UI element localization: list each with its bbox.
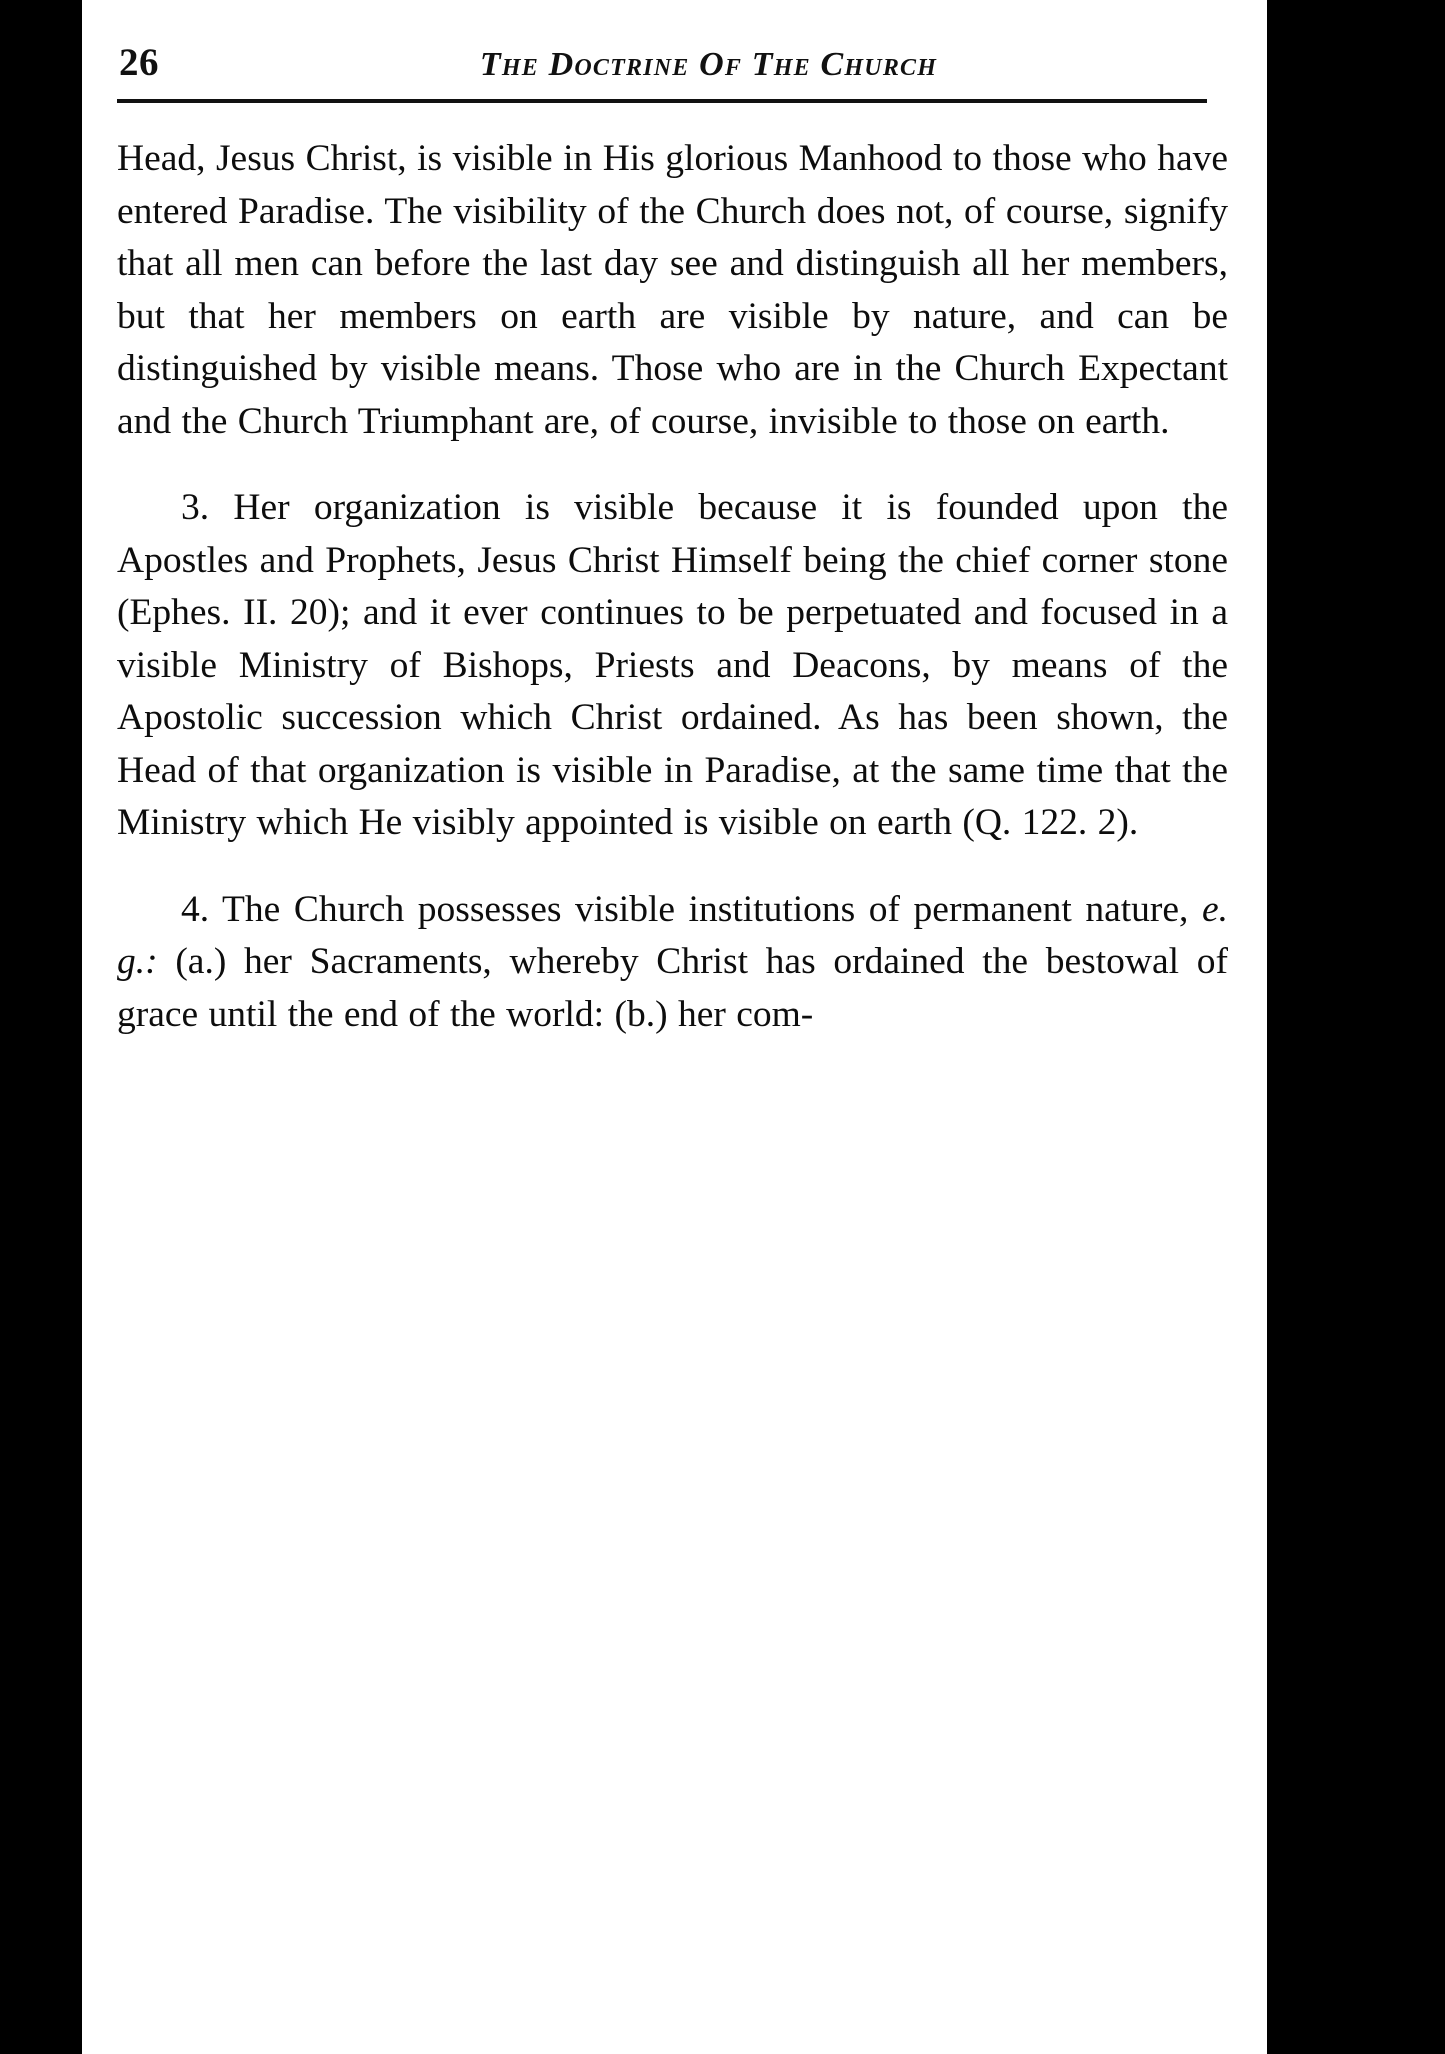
- paragraph-item-4: [117, 884, 1228, 1042]
- page-header: [115, 40, 1234, 85]
- paragraph-item-4-text-after: (a.) her Sacraments, whereby Christ has ordained the bestowal of grace until the end of the world: (b.) her com-: [117, 941, 1228, 1035]
- page-content: [115, 40, 1234, 1041]
- header-rule: [117, 99, 1207, 103]
- running-head: The Doctrine Of The Church: [479, 46, 938, 83]
- paragraph-item-3: 3. Her organization is visible because it is founded upon the Apostles and Prophets, Jesus Christ Himself being the chief corner stone (Ephes. II. 20); and it ever continues to be perpetuated and focused in a visible Ministry of Bishops, Priests and Deacons, by means of the Apostolic succession which Christ ordained. As has been shown, the Head of that organization is visible in Paradise, at the same time that the Ministry which He visibly appointed is visible on earth (Q. 122. 2).: [117, 487, 1228, 843]
- paragraph-item-4-italic: e. g.:: [117, 888, 1228, 982]
- paragraph-continued: Head, Jesus Christ, is visible in His glorious Manhood to those who have entered Paradise. The visibility of the Church does not, of course, signify that all men can before the last day see and distinguish all her members, but that her members on earth are visible by nature, and can be distinguished by visible means. Those who are in the Church Expectant and the Church Triumphant are, of course, invisible to those on earth.: [117, 138, 1228, 442]
- page-body: [115, 133, 1234, 1041]
- page-number: 26: [119, 41, 159, 84]
- book-page: [82, 0, 1267, 2054]
- paragraph-item-4-text-before: 4. The Church possesses visible institutions of permanent nature,: [181, 888, 1202, 930]
